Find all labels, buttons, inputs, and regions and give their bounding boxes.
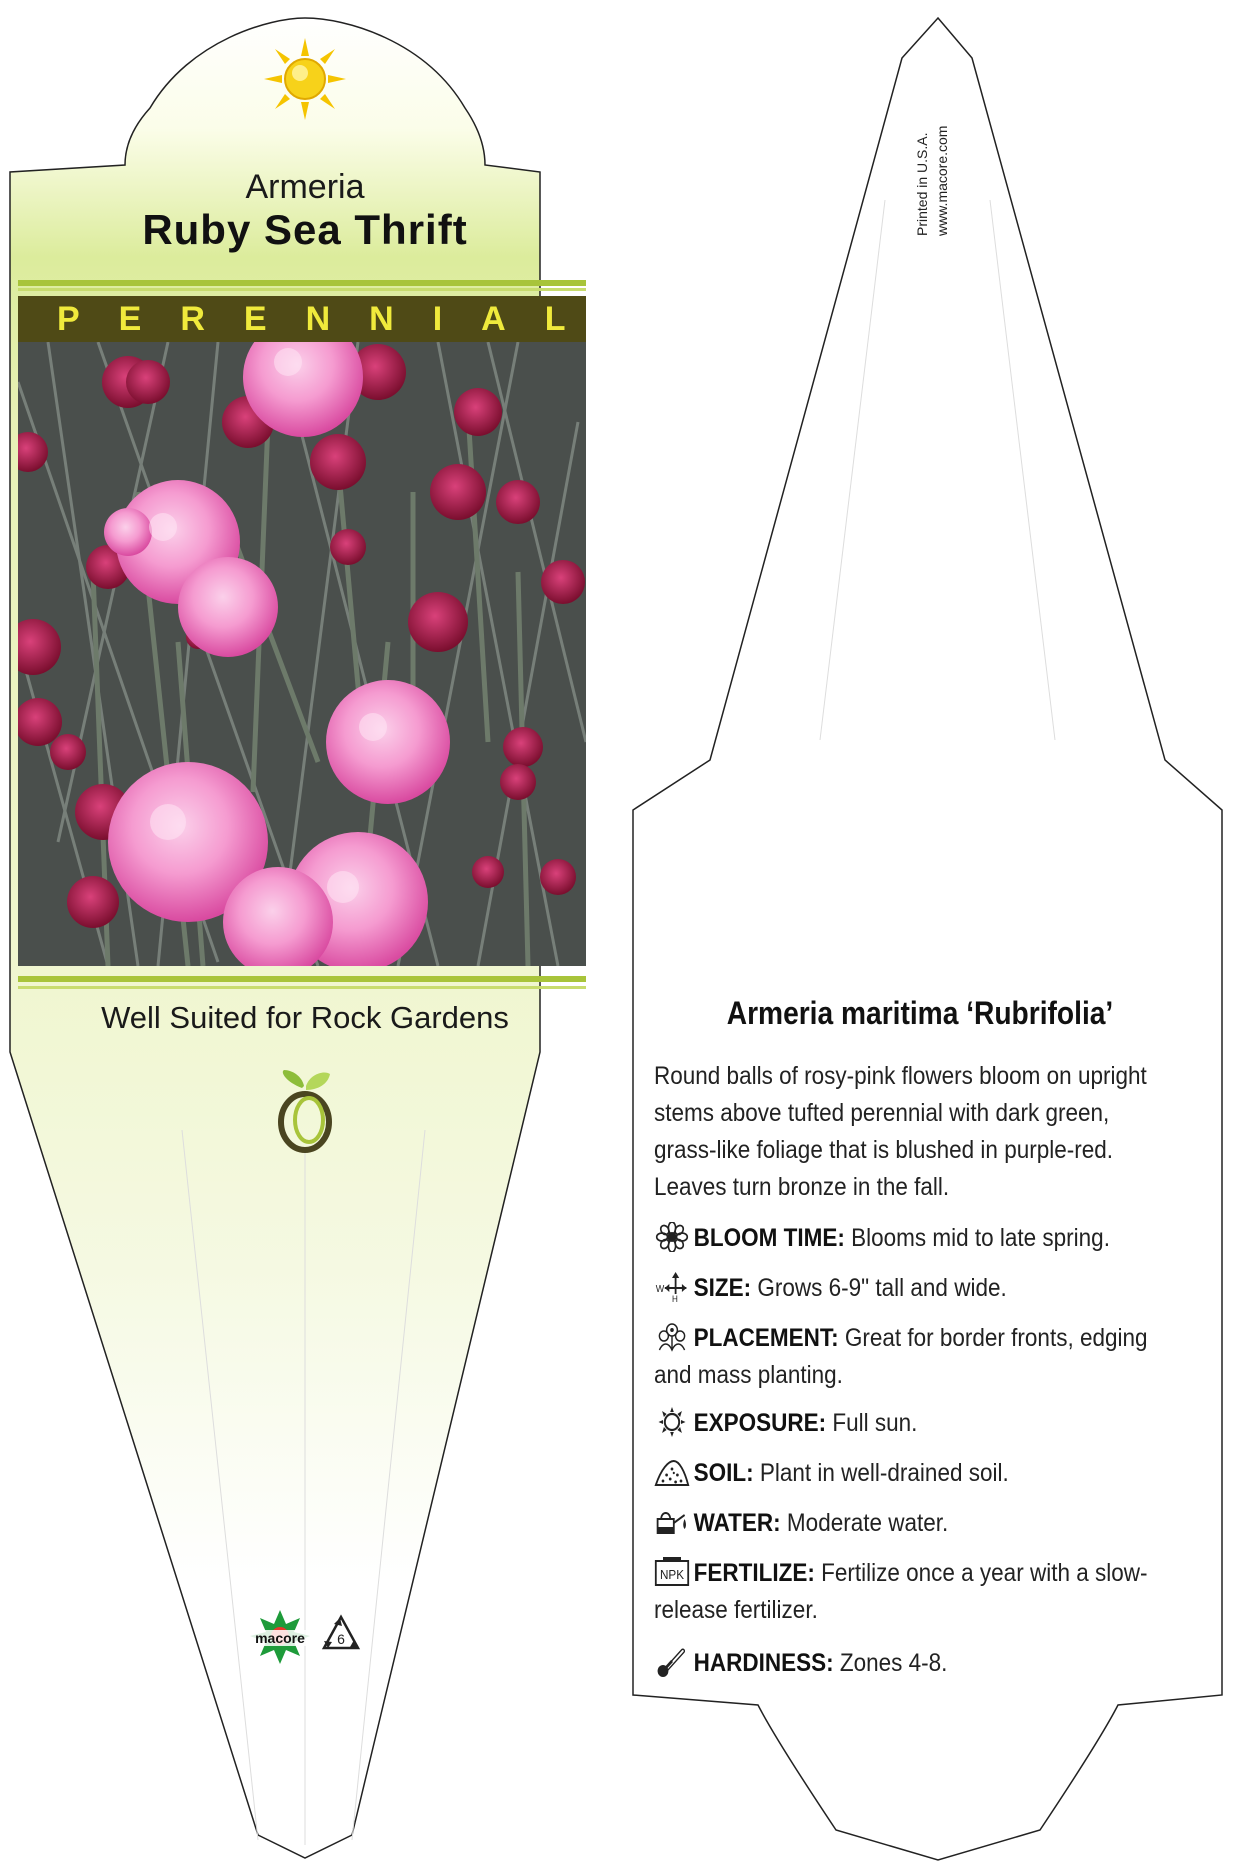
- tagline: Well Suited for Rock Gardens: [101, 1000, 509, 1035]
- npk-text: NPK: [659, 1567, 685, 1583]
- size-value: Grows 6-9" tall and wide.: [757, 1274, 1007, 1302]
- water-value: Moderate water.: [786, 1509, 949, 1537]
- exposure-label: EXPOSURE:: [693, 1409, 827, 1437]
- water-label: WATER:: [693, 1509, 781, 1537]
- watering-can-icon: [654, 1507, 690, 1537]
- recycle-code: 6: [337, 1631, 345, 1647]
- recycle-icon: [320, 1614, 362, 1654]
- info-size: [654, 1270, 1158, 1307]
- placement-value: Great for border fronts, edging and mass planting.: [654, 1324, 1148, 1389]
- info-hardiness: [654, 1645, 1158, 1682]
- bloom-time-label: BLOOM TIME:: [693, 1224, 845, 1252]
- website: www.macore.com: [934, 125, 950, 236]
- sprout-icon: [272, 1070, 338, 1154]
- info-water: [654, 1505, 1158, 1542]
- armeria-photo: [18, 342, 586, 966]
- fertilize-value: Fertilize once a year with a slow-release fertilizer.: [654, 1559, 1148, 1624]
- category-label: PERENNIAL: [57, 300, 605, 338]
- size-label: SIZE:: [693, 1274, 752, 1302]
- thermometer-icon: [654, 1647, 690, 1677]
- hardiness-label: HARDINESS:: [693, 1649, 834, 1677]
- perennial-banner: [18, 296, 605, 342]
- macore-logo: [244, 1608, 316, 1666]
- info-exposure: [654, 1405, 1158, 1442]
- botanical-name: Armeria maritima ‘Rubrifolia’: [726, 995, 1114, 1031]
- soil-value: Plant in well-drained soil.: [759, 1459, 1009, 1487]
- bloom-time-value: Blooms mid to late spring.: [851, 1224, 1110, 1252]
- npk-icon: [654, 1557, 690, 1587]
- sun-outline-icon: [654, 1407, 690, 1437]
- info-fertilize: [654, 1555, 1158, 1629]
- flower-icon: [654, 1222, 690, 1252]
- sun-icon: [262, 36, 348, 122]
- info-bloom-time: [654, 1220, 1158, 1257]
- soil-label: SOIL:: [693, 1459, 754, 1487]
- soil-icon: [654, 1457, 690, 1487]
- fertilize-label: FERTILIZE:: [693, 1559, 815, 1587]
- info-soil: [654, 1455, 1158, 1492]
- size-icon-w: W: [655, 1283, 665, 1296]
- exposure-value: Full sun.: [832, 1409, 918, 1437]
- info-placement: [654, 1320, 1158, 1394]
- plant-photo: [18, 342, 586, 966]
- placement-label: PLACEMENT:: [693, 1324, 839, 1352]
- placement-icon: [654, 1322, 690, 1352]
- hardiness-value: Zones 4-8.: [839, 1649, 948, 1677]
- printed-info: [900, 96, 950, 246]
- plant-description: Round balls of rosy-pink flowers bloom on upright stems above tufted perennial with dark green, grass-like foliage that is blushed in purple-red. Leaves turn bronze in the fall.: [654, 1062, 1147, 1201]
- printed-in-usa: Printed in U.S.A.: [914, 132, 930, 236]
- genus-name: Armeria: [245, 168, 365, 206]
- common-name: Ruby Sea Thrift: [142, 206, 468, 253]
- size-icon-h: H: [672, 1293, 678, 1302]
- brand-label: macore: [255, 1630, 305, 1646]
- size-icon: [654, 1272, 690, 1302]
